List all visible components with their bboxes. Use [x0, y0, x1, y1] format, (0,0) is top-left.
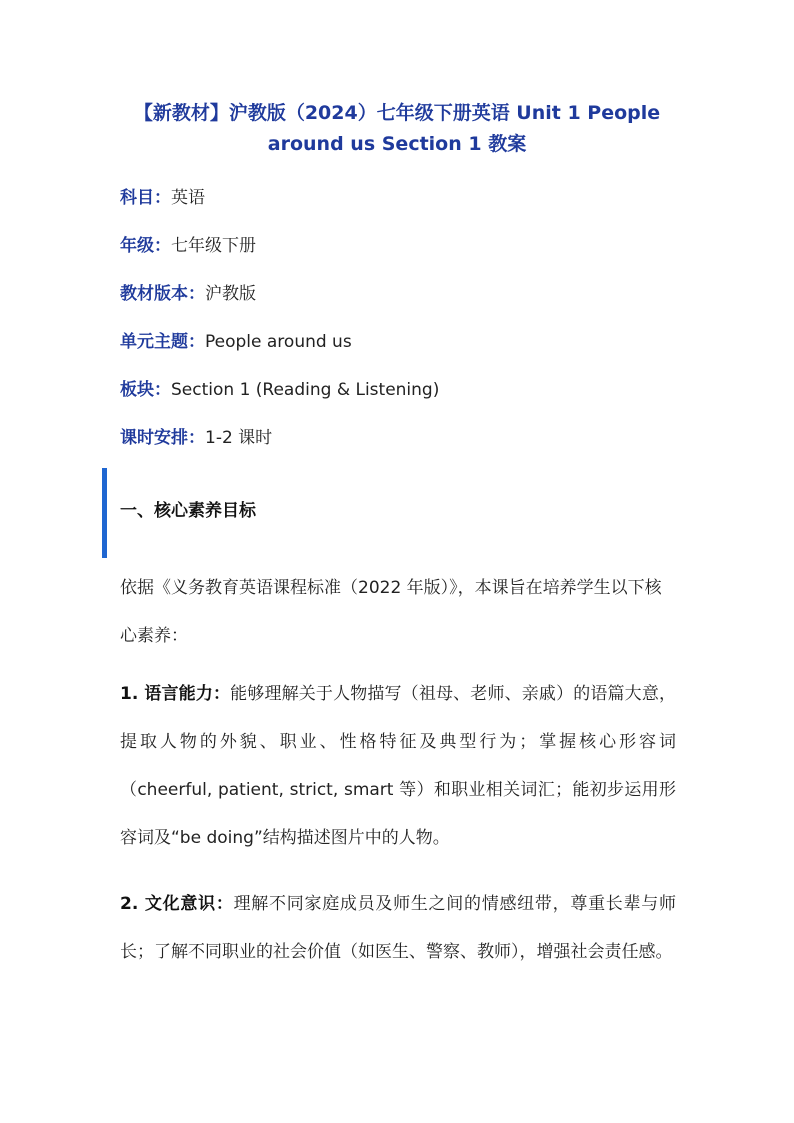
- meta-row-edition: [120, 280, 680, 328]
- meta-key: 课时安排：: [120, 428, 205, 448]
- objective-culture: [120, 880, 676, 976]
- document-title: [120, 98, 674, 160]
- objective-text: 能够理解关于人物描写（祖母、老师、亲戚）的语篇大意，提取人物的外貌、职业、性格特征及典型行为；掌握核心形容词（cheerful, patient, strict, smart 等）和职业相关词汇；能初步运用形容词及“be doing”结构描述图片中的人物。: [120, 684, 676, 848]
- title-line-2: around us Section 1 教案: [267, 133, 527, 155]
- meta-value: 1-2 课时: [205, 428, 273, 448]
- meta-key: 单元主题：: [120, 332, 205, 352]
- objective-lead: 1. 语言能力：: [120, 684, 231, 704]
- section-intro: 依据《义务教育英语课程标准（2022 年版）》，本课旨在培养学生以下核心素养：: [120, 578, 662, 646]
- meta-row-subject: [120, 184, 680, 232]
- section-heading: 一、核心素养目标: [120, 501, 256, 521]
- meta-row-periods: [120, 424, 680, 472]
- meta-row-grade: [120, 232, 680, 280]
- title-line-1: 【新教材】沪教版（2024）七年级下册英语 Unit 1 People: [133, 102, 661, 124]
- meta-row-theme: [120, 328, 680, 376]
- meta-value: People around us: [205, 332, 352, 352]
- meta-value: 沪教版: [205, 284, 256, 304]
- meta-value: 七年级下册: [171, 236, 256, 256]
- meta-value: 英语: [171, 188, 205, 208]
- objective-language: [120, 670, 676, 862]
- section-accent-bar: [102, 468, 107, 558]
- meta-info: [120, 184, 680, 472]
- meta-key: 年级：: [120, 236, 171, 256]
- meta-key: 科目：: [120, 188, 171, 208]
- meta-value: Section 1 (Reading & Listening): [171, 380, 440, 400]
- meta-row-section: [120, 376, 680, 424]
- meta-key: 板块：: [120, 380, 171, 400]
- meta-key: 教材版本：: [120, 284, 205, 304]
- objective-text: 理解不同家庭成员及师生之间的情感纽带，尊重长辈与师长；了解不同职业的社会价值（如医生、警察、教师），增强社会责任感。: [120, 894, 676, 962]
- objective-lead: 2. 文化意识：: [120, 894, 234, 914]
